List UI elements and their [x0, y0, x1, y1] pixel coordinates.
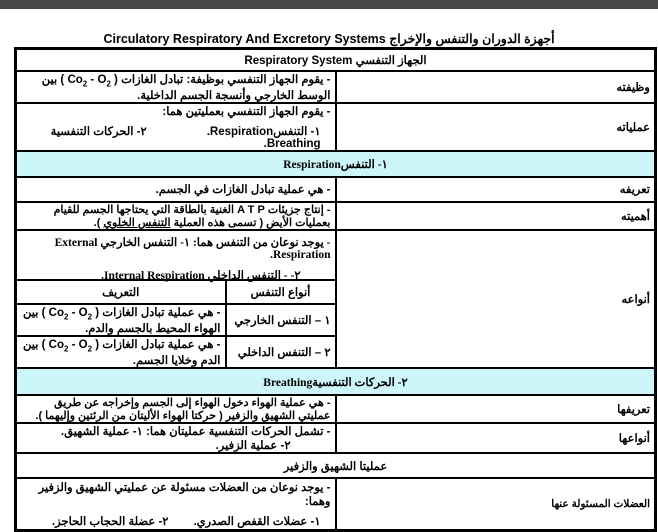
types-label: أنواعه — [336, 230, 656, 369]
importance-label: أهميته — [336, 202, 656, 230]
col-header-definition: التعريف — [17, 280, 226, 304]
breathing-types-label: أنواعها — [336, 423, 656, 453]
breathing-definition-text: - هي عملية الهواء دخول الهواء إلى الجسم وإخراجه عن طريق عمليتي الشهيق والزفير ( حركتا الهواء الأليتان من الرئتين وإليهما ). — [16, 395, 336, 423]
respiratory-table — [14, 47, 657, 532]
top-bar — [0, 0, 658, 9]
respiration-types-table — [17, 279, 335, 368]
operations-text: - يقوم الجهاز التنفسي بعمليتين هما: ١- التنفسRespiration.٢- الحركات التنفسية Breathing. — [16, 103, 336, 151]
inhale-exhale-header: عمليتا الشهيق والزفير — [16, 453, 656, 478]
col-header-type: أنواع التنفس — [226, 280, 335, 304]
breathing-definition-label: تعريفها — [336, 395, 656, 423]
muscles-text: - يوجد نوعان من العضلات مسئولة عن عمليتي الشهيق والزفير وهما: ١- عضلات القفص الصدري.٢- عضلة الحجاب الحاجز. — [16, 478, 336, 530]
operations-label: عملياته — [336, 103, 656, 151]
types-line-2: ٢- - التنفس الداخلي Internal Respiration. — [101, 269, 301, 282]
respiratory-system-header: الجهاز التنفسي Respiratory System — [16, 49, 656, 71]
respiration-section-header: ١- التنفسRespiration — [16, 151, 656, 177]
function-label: وظيفته — [336, 71, 656, 103]
document-title: أجهزة الدوران والتنفس والإخراج Circulatory Respiratory And Excretory Systems — [103, 32, 555, 46]
muscles-label: العضلات المسئولة عنها — [336, 478, 656, 530]
types-line-1: - يوجد نوعان من التنفس هما: ١- التنفس الخارجي External Respiration. — [54, 236, 331, 261]
table-row: ١ – التنفس الخارجي - هي عملية تبادل الغازات ( $Co_2 - O_2$ ) بين الهواء المحيط بالجسم والدم. — [17, 304, 335, 336]
function-text: - يقوم الجهاز التنفسي بوظيفة: تبادل الغازات ( $Co_2 - O_2$ ) بين الوسط الخارجي وأنسجة الجسم الداخلية. — [16, 71, 336, 103]
importance-text: - إنتاج جزيئات A T P الغنية بالطاقة التي يحتاجها الجسم للقيام بعمليات الأيض ( تسمى هذه العملية التنفس الخلوي ). — [16, 202, 336, 230]
breathing-section-header: ٢- الحركات التنفسيةBreathing — [16, 368, 656, 395]
breathing-types-text: - تشمل الحركات التنفسية عمليتان هما: ١- عملية الشهيق.٢- عملية الزفير. — [16, 423, 336, 453]
definition-text: - هي عملية تبادل الغازات في الجسم. — [16, 177, 336, 202]
definition-label: تعريفه — [336, 177, 656, 202]
table-row: ٢ – التنفس الداخلي - هي عملية تبادل الغازات ( $Co_2 - O_2$ ) بين الدم وخلايا الجسم. — [17, 336, 335, 367]
